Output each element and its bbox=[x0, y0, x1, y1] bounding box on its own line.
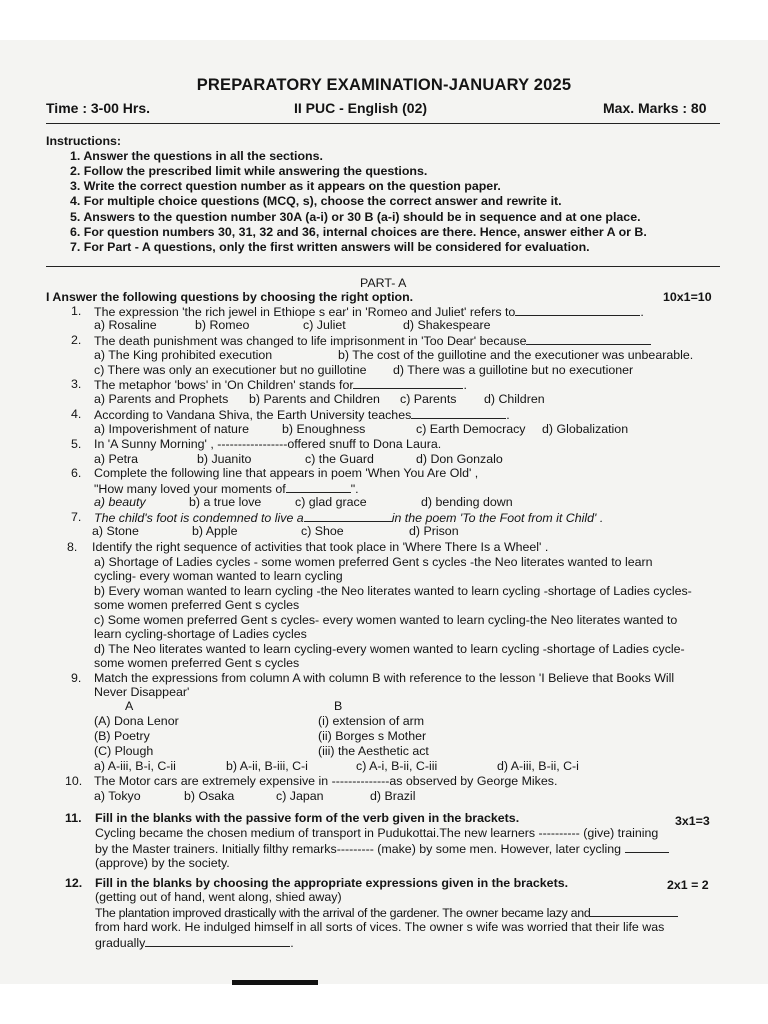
option-a: a) Petra bbox=[94, 452, 139, 466]
instruction-item: 4. For multiple choice questions (MCQ, s), choose the correct answer and rewrite it. bbox=[70, 194, 562, 208]
instruction-item: 3. Write the correct question number as it appears on the question paper. bbox=[70, 179, 501, 193]
expression-options: (getting out of hand, went along, shied away) bbox=[95, 890, 342, 904]
passage-line: Cycling became the chosen medium of transport in Pudukottai.The new learners ---------- (give) training bbox=[95, 826, 659, 840]
exam-subject: II PUC - English (02) bbox=[294, 100, 428, 116]
instructions-rule bbox=[46, 266, 720, 267]
option-c: c) A-i, B-ii, C-iii bbox=[356, 759, 438, 773]
question-number: 5. bbox=[71, 437, 82, 451]
option-b: b) Osaka bbox=[184, 789, 235, 803]
option-d: d) There was a guillotine but no executioner bbox=[393, 363, 634, 377]
option-d: d) Globalization bbox=[542, 422, 629, 436]
option-c: c) Some women preferred Gent s cycles- every women wanted to learn cycling-the Neo literates wanted to bbox=[94, 613, 678, 627]
question-number: 7. bbox=[71, 510, 82, 524]
option-a: a) Tokyo bbox=[94, 789, 141, 803]
instruction-item: 7. For Part - A questions, only the first written answers will be considered for evaluation. bbox=[70, 240, 590, 254]
column-b-item: (ii) Borges s Mother bbox=[318, 729, 427, 743]
option-b: b) Enoughness bbox=[282, 422, 366, 436]
instruction-item: 1. Answer the questions in all the sections. bbox=[70, 149, 323, 163]
instruction-item: 5. Answers to the question number 30A (a-i) or 30 B (a-i) should be in sequence and at one place. bbox=[70, 210, 641, 224]
option-b: b) Apple bbox=[192, 524, 238, 538]
question-number: 6. bbox=[71, 466, 82, 480]
instruction-item: 2. Follow the prescribed limit while answering the questions. bbox=[70, 164, 428, 178]
option-b: b) Romeo bbox=[195, 318, 250, 332]
question-marks: 3x1=3 bbox=[675, 814, 710, 828]
header-rule bbox=[46, 123, 720, 124]
option-c: c) glad grace bbox=[295, 495, 367, 509]
question-number: 11. bbox=[65, 811, 82, 825]
question-text: According to Vandana Shiva, the Earth University teaches . bbox=[94, 408, 510, 422]
option-c-cont: learn cycling-shortage of Ladies cycles bbox=[94, 627, 307, 641]
question-number: 3. bbox=[71, 377, 82, 391]
section-heading: I Answer the following questions by choosing the right option. bbox=[46, 290, 414, 304]
option-a: a) A-iii, B-i, C-ii bbox=[94, 759, 176, 773]
option-d: d) Prison bbox=[409, 524, 459, 538]
question-number: 2. bbox=[71, 333, 82, 347]
question-text-cont: Never Disappear' bbox=[94, 685, 190, 699]
column-a-item: (B) Poetry bbox=[94, 729, 150, 743]
column-a-header: A bbox=[125, 699, 134, 713]
option-a: a) beauty bbox=[94, 495, 146, 509]
option-b: b) The cost of the guillotine and the executioner was unbearable. bbox=[338, 348, 694, 362]
question-quote-line: "How many loved your moments of ". bbox=[94, 482, 359, 496]
option-a: a) Rosaline bbox=[94, 318, 157, 332]
option-b: b) Juanito bbox=[197, 452, 252, 466]
question-number: 8. bbox=[67, 540, 78, 554]
column-a-item: (A) Dona Lenor bbox=[94, 714, 179, 728]
question-heading: Fill in the blanks by choosing the appropriate expressions given in the brackets. bbox=[95, 876, 569, 890]
exam-max-marks: Max. Marks : 80 bbox=[603, 100, 707, 116]
column-a-item: (C) Plough bbox=[94, 744, 154, 758]
option-a: a) Impoverishment of nature bbox=[94, 422, 249, 436]
column-b-item: (iii) the Aesthetic act bbox=[318, 744, 429, 758]
option-d: d) Children bbox=[484, 392, 545, 406]
option-a: a) The King prohibited execution bbox=[94, 348, 273, 362]
option-b-cont: some women preferred Gent s cycles bbox=[94, 598, 300, 612]
question-text: Complete the following line that appears in poem 'When You Are Old' , bbox=[94, 466, 479, 480]
question-text: The death punishment was changed to life imprisonment in 'Too Dear' because bbox=[94, 333, 651, 349]
option-d-cont: some women preferred Gent s cycles bbox=[94, 656, 300, 670]
instructions-heading: Instructions: bbox=[46, 134, 122, 148]
option-c: c) the Guard bbox=[305, 452, 374, 466]
question-number: 4. bbox=[71, 407, 82, 421]
question-number: 1. bbox=[71, 304, 82, 318]
option-b: b) Every woman wanted to learn cycling -the Neo literates wanted to learn cycling -shortage of Ladies cycles- bbox=[94, 584, 692, 598]
passage-line: from hard work. He indulged himself in all sorts of vices. The owner s wife was worried that their life was bbox=[95, 920, 665, 934]
exam-title: PREPARATORY EXAMINATION-JANUARY 2025 bbox=[196, 76, 572, 94]
column-b-item: (i) extension of arm bbox=[318, 714, 425, 728]
passage-line: by the Master trainers. Initially filthy remarks--------- (make) by some men. However, later cycling bbox=[95, 841, 669, 857]
question-number: 10. bbox=[65, 774, 83, 788]
option-c: c) There was only an executioner but no guillotine bbox=[94, 363, 367, 377]
option-d: d) The Neo literates wanted to learn cycling-every women wanted to learn cycling -shortage of Ladies cycle- bbox=[94, 642, 685, 656]
page-edge-mark bbox=[232, 980, 318, 985]
passage-line: The plantation improved drastically with the arrival of the gardener. The owner became lazy and bbox=[95, 905, 678, 921]
passage-line: gradually . bbox=[95, 936, 294, 950]
option-d: d) bending down bbox=[421, 495, 513, 509]
option-b: b) Parents and Children bbox=[249, 392, 380, 406]
question-text: The expression 'the rich jewel in Ethiope s ear' in 'Romeo and Juliet' refers to . bbox=[94, 305, 644, 319]
option-d: d) Shakespeare bbox=[403, 318, 491, 332]
question-text: The child's foot is condemned to live a in the poem 'To the Foot from it Child' . bbox=[94, 511, 604, 525]
option-c: c) Shoe bbox=[301, 524, 344, 538]
option-a: a) Parents and Prophets bbox=[94, 392, 229, 406]
column-b-header: B bbox=[334, 699, 343, 713]
question-number: 9. bbox=[71, 671, 82, 685]
question-number: 12. bbox=[65, 876, 83, 890]
question-marks: 2x1 = 2 bbox=[667, 878, 709, 892]
passage-line: (approve) by the society. bbox=[95, 856, 230, 870]
option-c: c) Parents bbox=[400, 392, 457, 406]
question-heading: Fill in the blanks with the passive form of the verb given in the brackets. bbox=[95, 811, 520, 825]
option-d: d) A-iii, B-ii, C-i bbox=[497, 759, 579, 773]
option-c: c) Japan bbox=[276, 789, 324, 803]
question-text: The Motor cars are extremely expensive in --------------as observed by George Mikes. bbox=[94, 774, 558, 788]
option-c: c) Juliet bbox=[303, 318, 346, 332]
exam-time: Time : 3-00 Hrs. bbox=[46, 100, 151, 116]
section-marks: 10x1=10 bbox=[663, 290, 712, 304]
option-a: a) Shortage of Ladies cycles - some women preferred Gent s cycles -the Neo literates wanted to learn bbox=[94, 555, 653, 569]
question-text: Identify the right sequence of activities that took place in 'Where There Is a Wheel' . bbox=[92, 540, 549, 554]
option-d: d) Brazil bbox=[370, 789, 416, 803]
question-text: In 'A Sunny Morning' , -----------------offered snuff to Dona Laura. bbox=[94, 437, 442, 451]
option-d: d) Don Gonzalo bbox=[416, 452, 503, 466]
question-text: The metaphor 'bows' in 'On Children' stands for . bbox=[94, 378, 467, 392]
part-a-label: PART- A bbox=[360, 276, 407, 290]
option-a: a) Stone bbox=[92, 524, 139, 538]
option-b: b) a true love bbox=[189, 495, 262, 509]
option-c: c) Earth Democracy bbox=[416, 422, 526, 436]
question-text: Match the expressions from column A with column B with reference to the lesson 'I Believe that Books Will bbox=[94, 671, 675, 685]
instruction-item: 6. For question numbers 30, 31, 32 and 36, internal choices are there. Hence, answer either A or B. bbox=[70, 225, 647, 239]
option-b: b) A-ii, B-iii, C-i bbox=[226, 759, 308, 773]
option-a-cont: cycling- every woman wanted to learn cycling bbox=[94, 569, 343, 583]
